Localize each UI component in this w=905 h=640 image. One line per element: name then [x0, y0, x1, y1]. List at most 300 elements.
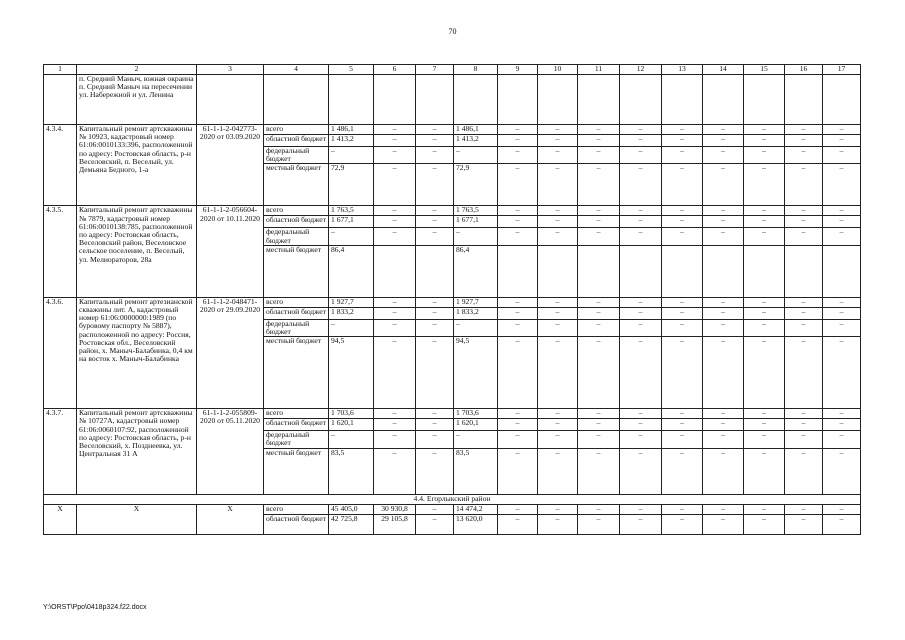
amount-col-6: –: [374, 147, 416, 164]
amount-col-12: –: [620, 504, 662, 514]
amount-col-8: –: [454, 431, 498, 448]
amount-col-8: 1 763,5: [454, 206, 498, 216]
amount-col-8: 1 677,1: [454, 216, 498, 228]
amount-col-14: –: [703, 125, 744, 135]
amount-col-11: –: [578, 228, 620, 245]
amount-col-17: –: [823, 297, 861, 307]
amount-col-16: –: [785, 409, 823, 419]
project-number: 4.3.4.: [44, 125, 77, 206]
amount-col-10: –: [538, 337, 578, 409]
amount-col-17: –: [823, 228, 861, 245]
amount-col-11: –: [578, 164, 620, 206]
amount-col-6: –: [374, 216, 416, 228]
amount-col-14: –: [703, 297, 744, 307]
amount-col-8: 1 703,6: [454, 409, 498, 419]
project-number: 4.3.7.: [44, 409, 77, 494]
amount-col-16: –: [785, 135, 823, 147]
funding-source-label: всего: [264, 206, 329, 216]
project-name: Капитальный ремонт артскважины № 10923, кадастровый номер 61:06:0010133:396, расположенной по адресу: Ростовская область, р-н Веселовский, п. Веселый, ул. Демьяна Бедного, 1-а: [77, 125, 197, 206]
total-code: Х: [197, 504, 264, 534]
amount-col-7: –: [416, 216, 454, 228]
amount-col-5: 94,5: [329, 337, 374, 409]
amount-col-11: [578, 245, 620, 297]
amount-col-9: –: [498, 337, 538, 409]
amount-col-8: 1 927,7: [454, 297, 498, 307]
funding-source-label: федеральный бюджет: [264, 319, 329, 336]
project-name: Капитальный ремонт артскважины № 7879, кадастровый номер 61:06:0010138:785, расположенной по адресу: Ростовская область, Веселовский район, Веселовское сельское поселение, п. Веселый, ул. Мелиораторов, 28а: [77, 206, 197, 297]
continued-num-cell: [44, 75, 77, 125]
amount-col-13: –: [662, 409, 703, 419]
continued-name-cell: п. Средний Маныч, южная окраина п. Средний Маныч на пересечении ул. Набережной и ул. Ленина: [77, 75, 197, 125]
amount-col-15: –: [744, 125, 785, 135]
amount-col-8: –: [454, 147, 498, 164]
amount-col-13: –: [662, 135, 703, 147]
column-number-5: 5: [329, 65, 374, 75]
amount-col-7: –: [416, 419, 454, 431]
amount-col-14: [703, 245, 744, 297]
amount-col-9: –: [498, 135, 538, 147]
amount-col-13: –: [662, 147, 703, 164]
amount-col-9: –: [498, 228, 538, 245]
amount-col-14: –: [703, 337, 744, 409]
funding-source-label: областной бюджет: [264, 135, 329, 147]
amount-col-16: –: [785, 448, 823, 494]
amount-col-14: –: [703, 216, 744, 228]
amount-col-14: –: [703, 504, 744, 514]
amount-col-14: –: [703, 206, 744, 216]
column-number-4: 4: [264, 65, 329, 75]
amount-col-12: –: [620, 125, 662, 135]
amount-col-13: –: [662, 514, 703, 534]
amount-col-11: –: [578, 206, 620, 216]
funding-source-label: всего: [264, 504, 329, 514]
amount-col-12: –: [620, 409, 662, 419]
amount-col-6: –: [374, 206, 416, 216]
amount-col-10: –: [538, 164, 578, 206]
column-number-15: 15: [744, 65, 785, 75]
amount-col-17: –: [823, 216, 861, 228]
amount-col-8: 72,9: [454, 164, 498, 206]
amount-col-12: –: [620, 419, 662, 431]
section-row: [44, 494, 861, 504]
amount-col-5: 1 413,2: [329, 135, 374, 147]
amount-col-16: –: [785, 504, 823, 514]
amount-col-13: –: [662, 319, 703, 336]
amount-col-14: –: [703, 409, 744, 419]
amount-col-7: –: [416, 504, 454, 514]
amount-col-9: –: [498, 206, 538, 216]
amount-col-6: –: [374, 448, 416, 494]
amount-col-7: –: [416, 297, 454, 307]
amount-col-12: –: [620, 216, 662, 228]
amount-col-10: –: [538, 504, 578, 514]
amount-col-17: –: [823, 125, 861, 135]
amount-col-15: –: [744, 419, 785, 431]
amount-col-6: [374, 245, 416, 297]
amount-col-14: –: [703, 228, 744, 245]
investment-table: [43, 64, 861, 535]
amount-col-5: 86,4: [329, 245, 374, 297]
funding-source-label: областной бюджет: [264, 514, 329, 534]
amount-col-12: –: [620, 297, 662, 307]
amount-col-9: –: [498, 409, 538, 419]
amount-col-17: –: [823, 147, 861, 164]
column-number-13: 13: [662, 65, 703, 75]
amount-col-14: –: [703, 164, 744, 206]
amount-col-7: –: [416, 514, 454, 534]
table-body: [44, 65, 861, 535]
amount-col-17: –: [823, 448, 861, 494]
amount-col-15: –: [744, 307, 785, 319]
project-row: [44, 125, 861, 135]
amount-col-5: 1 620,1: [329, 419, 374, 431]
total-name: Х: [77, 504, 197, 534]
amount-col-16: –: [785, 164, 823, 206]
amount-col-9: –: [498, 297, 538, 307]
amount-col-15: –: [744, 319, 785, 336]
project-name: Капитальный ремонт артскважины № 10727А, кадастровый номер 61:06:0060107:92, расположенной по адресу: Ростовская область, р-н Веселовский, х. Позднеевка, ул. Центральная 31 А: [77, 409, 197, 494]
amount-col-11: –: [578, 125, 620, 135]
amount-col-11: –: [578, 504, 620, 514]
column-number-row: [44, 65, 861, 75]
amount-col-5: 72,9: [329, 164, 374, 206]
amount-col-13: –: [662, 307, 703, 319]
amount-col-12: –: [620, 337, 662, 409]
amount-col-5: 45 405,0: [329, 504, 374, 514]
funding-source-label: всего: [264, 297, 329, 307]
amount-col-12: [620, 245, 662, 297]
amount-col-8: 1 620,1: [454, 419, 498, 431]
amount-col-12: –: [620, 206, 662, 216]
amount-col-9: –: [498, 164, 538, 206]
amount-col-10: –: [538, 206, 578, 216]
amount-col-5: 1 833,2: [329, 307, 374, 319]
amount-col-12: –: [620, 431, 662, 448]
funding-source-label: областной бюджет: [264, 419, 329, 431]
amount-col-5: –: [329, 319, 374, 336]
amount-col-13: –: [662, 216, 703, 228]
amount-col-6: 29 105,8: [374, 514, 416, 534]
amount-col-6: –: [374, 307, 416, 319]
amount-col-6: –: [374, 135, 416, 147]
amount-col-8: –: [454, 319, 498, 336]
amount-col-17: –: [823, 514, 861, 534]
column-number-10: 10: [538, 65, 578, 75]
amount-col-11: –: [578, 307, 620, 319]
amount-col-17: –: [823, 206, 861, 216]
amount-col-5: –: [329, 147, 374, 164]
amount-col-5: 1 927,7: [329, 297, 374, 307]
amount-col-13: –: [662, 228, 703, 245]
amount-col-14: –: [703, 419, 744, 431]
amount-col-9: –: [498, 431, 538, 448]
amount-col-10: –: [538, 514, 578, 534]
amount-col-5: 42 725,8: [329, 514, 374, 534]
amount-col-9: –: [498, 216, 538, 228]
amount-col-5: –: [329, 431, 374, 448]
amount-col-10: –: [538, 409, 578, 419]
total-number: Х: [44, 504, 77, 534]
amount-col-10: –: [538, 448, 578, 494]
amount-col-13: –: [662, 419, 703, 431]
page-number: 70: [448, 27, 457, 36]
amount-col-6: –: [374, 125, 416, 135]
amount-col-5: 1 703,6: [329, 409, 374, 419]
amount-col-13: –: [662, 448, 703, 494]
amount-col-16: –: [785, 125, 823, 135]
amount-col-9: –: [498, 307, 538, 319]
amount-col-6: –: [374, 337, 416, 409]
amount-col-16: [785, 245, 823, 297]
amount-col-14: –: [703, 135, 744, 147]
amount-col-6: 30 930,8: [374, 504, 416, 514]
amount-col-10: [538, 245, 578, 297]
amount-col-6: –: [374, 297, 416, 307]
amount-col-13: [662, 245, 703, 297]
amount-col-16: –: [785, 216, 823, 228]
amount-col-14: –: [703, 307, 744, 319]
amount-col-15: –: [744, 135, 785, 147]
amount-col-7: –: [416, 228, 454, 245]
project-code: 61-1-1-2-055809-2020 от 05.11.2020: [197, 409, 264, 494]
column-number-14: 14: [703, 65, 744, 75]
amount-col-5: 83,5: [329, 448, 374, 494]
amount-col-15: [744, 245, 785, 297]
column-number-17: 17: [823, 65, 861, 75]
amount-col-10: –: [538, 135, 578, 147]
amount-col-6: –: [374, 319, 416, 336]
project-name: Капитальный ремонт артезианской скважины лит. А, кадастровый номер 61:06:0000000:1989 (по буровому паспорту № 5887), расположенной по адресу: Россия, Ростовская обл., Веселовский район, х. Маныч-Балабинка, 0,4 км на восток х. Маныч-Балабинка: [77, 297, 197, 408]
amount-col-6: –: [374, 164, 416, 206]
amount-col-11: –: [578, 419, 620, 431]
column-number-16: 16: [785, 65, 823, 75]
amount-col-11: –: [578, 337, 620, 409]
amount-col-17: –: [823, 319, 861, 336]
amount-col-12: –: [620, 514, 662, 534]
amount-col-11: –: [578, 319, 620, 336]
total-row: [44, 504, 861, 514]
amount-col-5: –: [329, 228, 374, 245]
amount-col-15: –: [744, 228, 785, 245]
amount-col-5: 1 763,5: [329, 206, 374, 216]
amount-col-6: –: [374, 419, 416, 431]
column-number-2: 2: [77, 65, 197, 75]
amount-col-9: –: [498, 419, 538, 431]
amount-col-15: –: [744, 206, 785, 216]
amount-col-8: 94,5: [454, 337, 498, 409]
amount-col-7: –: [416, 135, 454, 147]
amount-col-17: –: [823, 504, 861, 514]
amount-col-14: –: [703, 431, 744, 448]
amount-col-10: –: [538, 216, 578, 228]
amount-col-10: –: [538, 319, 578, 336]
amount-col-13: –: [662, 431, 703, 448]
amount-col-12: –: [620, 164, 662, 206]
amount-col-8: 1 833,2: [454, 307, 498, 319]
amount-col-9: –: [498, 319, 538, 336]
amount-col-15: –: [744, 216, 785, 228]
amount-col-16: –: [785, 431, 823, 448]
column-number-11: 11: [578, 65, 620, 75]
amount-col-16: –: [785, 307, 823, 319]
amount-col-16: –: [785, 297, 823, 307]
amount-col-17: –: [823, 419, 861, 431]
amount-col-16: –: [785, 419, 823, 431]
amount-col-7: –: [416, 319, 454, 336]
amount-col-7: –: [416, 307, 454, 319]
amount-col-6: –: [374, 228, 416, 245]
continued-row: [44, 75, 861, 125]
amount-col-6: –: [374, 409, 416, 419]
column-number-8: 8: [454, 65, 498, 75]
amount-col-15: –: [744, 147, 785, 164]
amount-col-15: –: [744, 504, 785, 514]
amount-col-15: –: [744, 164, 785, 206]
amount-col-15: –: [744, 448, 785, 494]
amount-col-11: –: [578, 147, 620, 164]
amount-col-17: –: [823, 135, 861, 147]
amount-col-14: –: [703, 319, 744, 336]
amount-col-16: –: [785, 147, 823, 164]
column-number-12: 12: [620, 65, 662, 75]
amount-col-10: –: [538, 297, 578, 307]
amount-col-10: –: [538, 419, 578, 431]
amount-col-9: –: [498, 147, 538, 164]
amount-col-14: –: [703, 514, 744, 534]
funding-source-label: федеральный бюджет: [264, 147, 329, 164]
project-number: 4.3.6.: [44, 297, 77, 408]
amount-col-11: –: [578, 431, 620, 448]
amount-col-7: [416, 245, 454, 297]
investment-table-wrapper: [43, 64, 860, 535]
amount-col-16: –: [785, 337, 823, 409]
section-title: 4.4. Егорлыкский район: [44, 494, 861, 504]
column-number-9: 9: [498, 65, 538, 75]
amount-col-15: –: [744, 514, 785, 534]
project-row: [44, 206, 861, 216]
funding-source-label: всего: [264, 125, 329, 135]
amount-col-16: –: [785, 206, 823, 216]
amount-col-13: –: [662, 297, 703, 307]
funding-source-label: областной бюджет: [264, 307, 329, 319]
amount-col-12: –: [620, 319, 662, 336]
funding-source-label: местный бюджет: [264, 448, 329, 494]
project-code: 61-1-1-2-042773-2020 от 03.09.2020: [197, 125, 264, 206]
amount-col-15: –: [744, 409, 785, 419]
amount-col-8: 13 620,0: [454, 514, 498, 534]
funding-source-label: местный бюджет: [264, 164, 329, 206]
amount-col-17: [823, 245, 861, 297]
amount-col-6: –: [374, 431, 416, 448]
amount-col-12: –: [620, 448, 662, 494]
amount-col-17: –: [823, 337, 861, 409]
funding-source-label: областной бюджет: [264, 216, 329, 228]
amount-col-11: –: [578, 297, 620, 307]
amount-col-9: –: [498, 504, 538, 514]
amount-col-15: –: [744, 297, 785, 307]
amount-col-7: –: [416, 125, 454, 135]
amount-col-7: –: [416, 147, 454, 164]
amount-col-7: –: [416, 337, 454, 409]
amount-col-7: –: [416, 448, 454, 494]
column-number-3: 3: [197, 65, 264, 75]
amount-col-14: –: [703, 147, 744, 164]
project-code: 61-1-1-2-056604-2020 от 10.11.2020: [197, 206, 264, 297]
amount-col-7: –: [416, 164, 454, 206]
amount-col-9: –: [498, 125, 538, 135]
funding-source-label: федеральный бюджет: [264, 431, 329, 448]
amount-col-16: –: [785, 319, 823, 336]
amount-col-10: –: [538, 147, 578, 164]
amount-col-11: –: [578, 135, 620, 147]
amount-col-10: –: [538, 307, 578, 319]
amount-col-9: [498, 245, 538, 297]
amount-col-17: –: [823, 307, 861, 319]
amount-col-8: 86,4: [454, 245, 498, 297]
amount-col-12: –: [620, 307, 662, 319]
amount-col-8: 14 474,2: [454, 504, 498, 514]
amount-col-10: –: [538, 228, 578, 245]
funding-source-label: местный бюджет: [264, 245, 329, 297]
amount-col-13: –: [662, 504, 703, 514]
amount-col-16: –: [785, 514, 823, 534]
amount-col-13: –: [662, 206, 703, 216]
amount-col-7: –: [416, 431, 454, 448]
amount-col-5: 1 486,1: [329, 125, 374, 135]
amount-col-15: –: [744, 431, 785, 448]
amount-col-12: –: [620, 228, 662, 245]
amount-col-8: 1 413,2: [454, 135, 498, 147]
amount-col-17: –: [823, 409, 861, 419]
amount-col-8: 83,5: [454, 448, 498, 494]
column-number-7: 7: [416, 65, 454, 75]
amount-col-11: –: [578, 216, 620, 228]
amount-col-14: –: [703, 448, 744, 494]
amount-col-12: –: [620, 135, 662, 147]
column-number-1: 1: [44, 65, 77, 75]
amount-col-11: –: [578, 448, 620, 494]
footer-file-path: Y:\ORST\Ppo\0418p324.f22.docx: [43, 604, 147, 611]
amount-col-7: –: [416, 409, 454, 419]
amount-col-16: –: [785, 228, 823, 245]
project-number: 4.3.5.: [44, 206, 77, 297]
project-row: [44, 409, 861, 419]
amount-col-5: 1 677,1: [329, 216, 374, 228]
amount-col-13: –: [662, 337, 703, 409]
funding-source-label: всего: [264, 409, 329, 419]
amount-col-7: –: [416, 206, 454, 216]
amount-col-12: –: [620, 147, 662, 164]
amount-col-13: –: [662, 164, 703, 206]
amount-col-10: –: [538, 431, 578, 448]
column-number-6: 6: [374, 65, 416, 75]
amount-col-17: –: [823, 431, 861, 448]
project-row: [44, 297, 861, 307]
amount-col-11: –: [578, 514, 620, 534]
funding-source-label: федеральный бюджет: [264, 228, 329, 245]
amount-col-11: –: [578, 409, 620, 419]
amount-col-13: –: [662, 125, 703, 135]
amount-col-15: –: [744, 337, 785, 409]
amount-col-9: –: [498, 514, 538, 534]
amount-col-8: –: [454, 228, 498, 245]
amount-col-8: 1 486,1: [454, 125, 498, 135]
project-code: 61-1-1-2-048471-2020 от 29.09.2020: [197, 297, 264, 408]
amount-col-17: –: [823, 164, 861, 206]
amount-col-10: –: [538, 125, 578, 135]
amount-col-9: –: [498, 448, 538, 494]
funding-source-label: местный бюджет: [264, 337, 329, 409]
